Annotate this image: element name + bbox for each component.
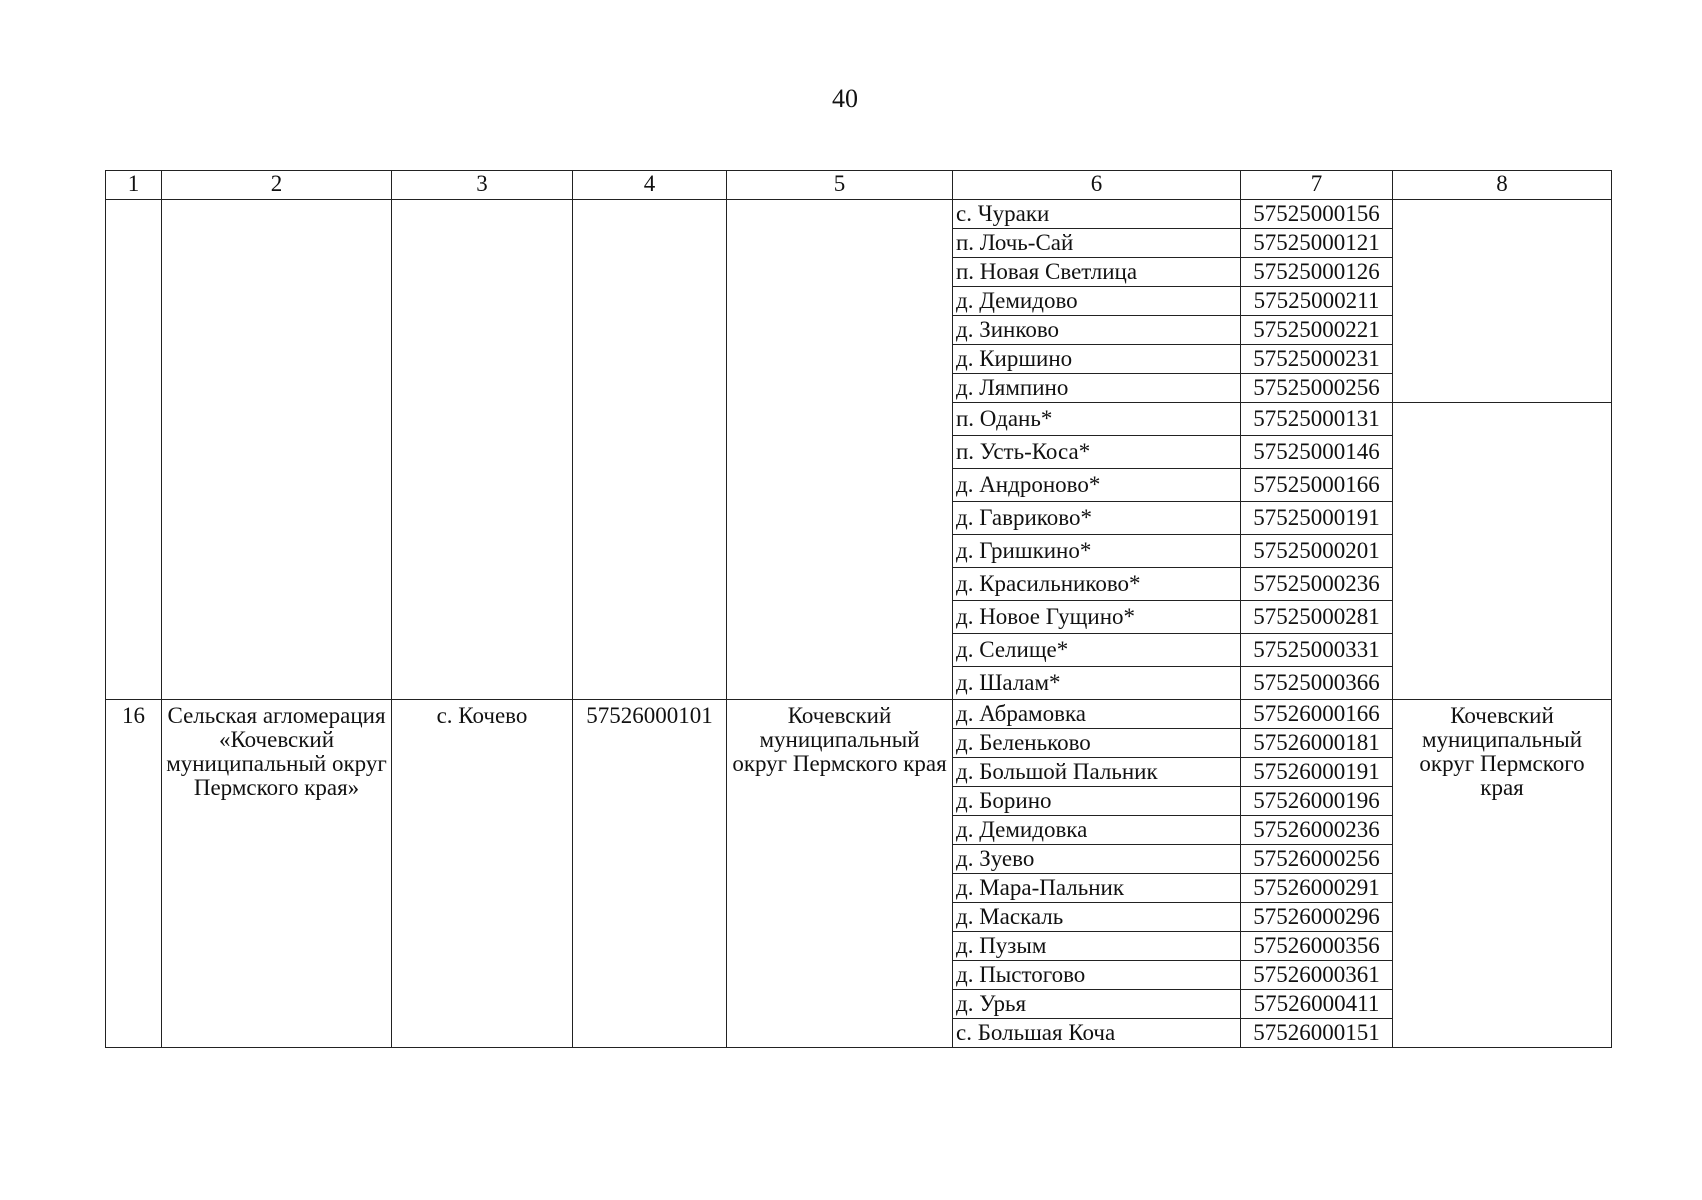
settlement-name: д. Андроново* (953, 469, 1241, 502)
settlement-name: д. Лямпино (953, 374, 1241, 403)
settlement-name: п. Новая Светлица (953, 258, 1241, 287)
settlement-code: 57526000191 (1241, 758, 1393, 787)
settlement-name: д. Демидово (953, 287, 1241, 316)
settlement-code: 57525000281 (1241, 601, 1393, 634)
empty-cell (1393, 200, 1612, 403)
settlement-code: 57526000296 (1241, 903, 1393, 932)
settlement-code: 57526000291 (1241, 874, 1393, 903)
settlement-name: д. Красильниково* (953, 568, 1241, 601)
settlement-code: 57525000231 (1241, 345, 1393, 374)
settlement-code: 57525000166 (1241, 469, 1393, 502)
header-cell: 3 (392, 171, 573, 200)
settlement-name: д. Шалам* (953, 667, 1241, 700)
settlement-name: п. Усть-Коса* (953, 436, 1241, 469)
settlement-name: п. Одань* (953, 403, 1241, 436)
row-number: 16 (106, 700, 162, 1048)
header-cell: 1 (106, 171, 162, 200)
settlement-code: 57525000156 (1241, 200, 1393, 229)
settlement-name: д. Гришкино* (953, 535, 1241, 568)
settlement-name: д. Урья (953, 990, 1241, 1019)
settlement-name: д. Зинково (953, 316, 1241, 345)
empty-cell (1393, 403, 1612, 700)
agglomeration-name: Сельская агломерация «Кочевский муниципальный округ Пермского края» (162, 700, 392, 1048)
settlement-name: д. Селище* (953, 634, 1241, 667)
settlement-name: с. Большая Коча (953, 1019, 1241, 1048)
settlement-code: 57526000236 (1241, 816, 1393, 845)
header-cell: 4 (573, 171, 727, 200)
table-row (106, 200, 1612, 229)
settlement-name: д. Борино (953, 787, 1241, 816)
settlement-name: д. Демидовка (953, 816, 1241, 845)
header-cell: 8 (1393, 171, 1612, 200)
settlement-code: 57525000236 (1241, 568, 1393, 601)
settlement-name: д. Гавриково* (953, 502, 1241, 535)
center-settlement: с. Кочево (392, 700, 573, 1048)
settlement-name: д. Киршино (953, 345, 1241, 374)
settlement-name: п. Лочь-Сай (953, 229, 1241, 258)
settlement-code: 57526000181 (1241, 729, 1393, 758)
settlement-code: 57525000256 (1241, 374, 1393, 403)
empty-cell (727, 200, 953, 700)
settlement-name: д. Пыстогово (953, 961, 1241, 990)
center-code: 57526000101 (573, 700, 727, 1048)
settlement-code: 57526000166 (1241, 700, 1393, 729)
settlement-name: д. Пузым (953, 932, 1241, 961)
empty-cell (573, 200, 727, 700)
settlement-code: 57525000331 (1241, 634, 1393, 667)
settlement-code: 57525000121 (1241, 229, 1393, 258)
settlement-name: д. Новое Гущино* (953, 601, 1241, 634)
settlement-code: 57525000211 (1241, 287, 1393, 316)
settlement-name: д. Большой Пальник (953, 758, 1241, 787)
settlement-name: д. Зуево (953, 845, 1241, 874)
table-row (106, 700, 1612, 729)
municipality-name: Кочевский муниципальный округ Пермского края (727, 700, 953, 1048)
empty-cell (392, 200, 573, 700)
settlement-code: 57526000356 (1241, 932, 1393, 961)
settlement-code: 57526000151 (1241, 1019, 1393, 1048)
settlement-name: д. Мара-Пальник (953, 874, 1241, 903)
header-cell: 2 (162, 171, 392, 200)
settlement-code: 57525000366 (1241, 667, 1393, 700)
header-cell: 5 (727, 171, 953, 200)
empty-cell (162, 200, 392, 700)
settlement-name: д. Беленьково (953, 729, 1241, 758)
settlements-table (105, 170, 1612, 1048)
settlement-code: 57525000201 (1241, 535, 1393, 568)
header-row (106, 171, 1612, 200)
settlement-code: 57526000256 (1241, 845, 1393, 874)
municipality-col8: Кочевский муниципальный округ Пермского края (1393, 700, 1612, 1048)
settlement-name: д. Маскаль (953, 903, 1241, 932)
settlement-code: 57525000221 (1241, 316, 1393, 345)
header-cell: 6 (953, 171, 1241, 200)
settlement-code: 57525000191 (1241, 502, 1393, 535)
empty-cell (106, 200, 162, 700)
settlement-code: 57525000146 (1241, 436, 1393, 469)
settlement-code: 57525000126 (1241, 258, 1393, 287)
settlement-code: 57526000411 (1241, 990, 1393, 1019)
header-cell: 7 (1241, 171, 1393, 200)
settlement-code: 57525000131 (1241, 403, 1393, 436)
settlement-name: с. Чураки (953, 200, 1241, 229)
settlement-code: 57526000361 (1241, 961, 1393, 990)
settlement-code: 57526000196 (1241, 787, 1393, 816)
settlement-name: д. Абрамовка (953, 700, 1241, 729)
page-number: 40 (832, 84, 858, 113)
